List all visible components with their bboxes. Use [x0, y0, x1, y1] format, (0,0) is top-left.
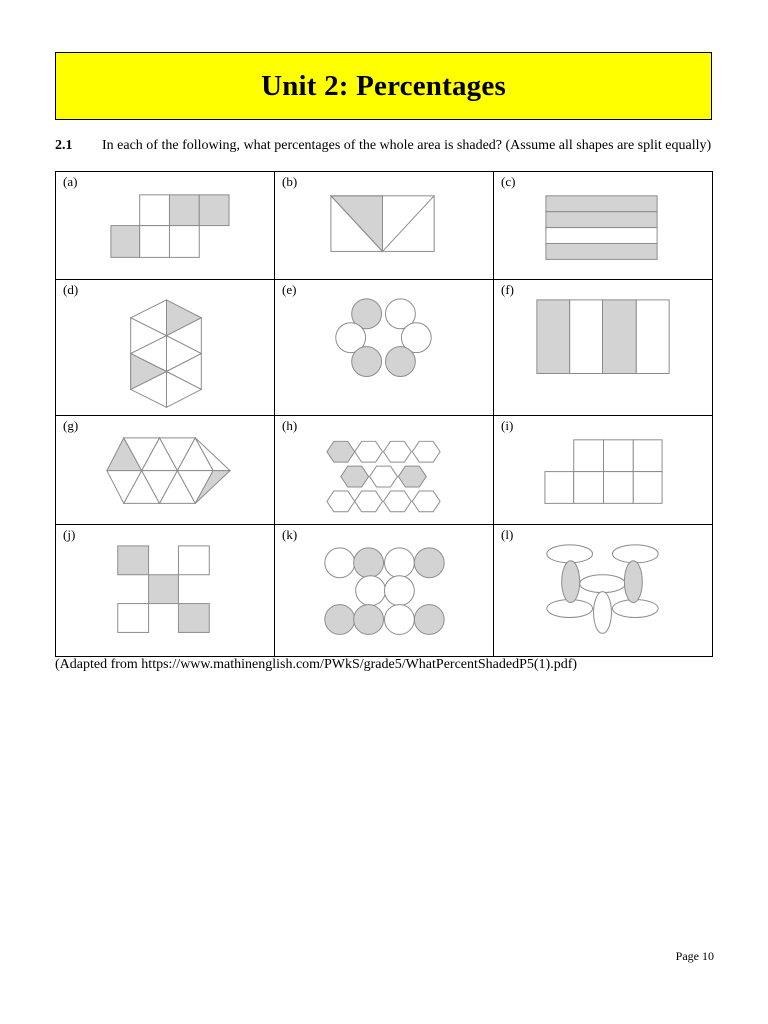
hexagon — [327, 442, 355, 463]
cell-f — [494, 280, 713, 416]
figure-k-circles — [275, 525, 493, 656]
figure-j-squares — [56, 525, 274, 656]
figure-d-triangles — [56, 280, 274, 415]
figure-a-squares — [56, 172, 274, 279]
item-label: (f) — [501, 282, 514, 298]
cell-k — [275, 524, 494, 656]
cell-b — [275, 172, 494, 280]
figure-f-strips — [494, 280, 712, 415]
item-label: (d) — [63, 282, 79, 298]
cell-l — [494, 524, 713, 656]
cell-i — [494, 416, 713, 524]
item-label: (b) — [282, 174, 298, 189]
item-label: (l) — [501, 526, 514, 542]
cell-d — [56, 280, 275, 416]
hexagon — [355, 491, 383, 512]
figure-h-hexagons — [275, 416, 493, 523]
page-title: Unit 2: Percentages — [261, 69, 506, 102]
cell-g — [56, 416, 275, 524]
cell-j — [56, 524, 275, 656]
question-number: 2.1 — [55, 138, 73, 153]
figure-l-ellipses — [494, 525, 712, 656]
cell-c — [494, 172, 713, 280]
cell-a — [56, 172, 275, 280]
figure-c-strips — [494, 172, 712, 279]
figure-g-triangles — [56, 416, 274, 523]
hexagon — [355, 442, 383, 463]
hexagon — [327, 491, 355, 512]
cell-e — [275, 280, 494, 416]
hexagon — [398, 467, 426, 488]
hexagon — [341, 467, 369, 488]
item-label: (a) — [63, 174, 78, 189]
item-label: (k) — [282, 526, 298, 542]
item-label: (h) — [282, 418, 298, 434]
source-note: (Adapted from https://www.mathinenglish.com/PWkS/grade5/WhatPercentShadedP5(1).pdf) — [55, 657, 578, 672]
hexagon — [412, 491, 440, 512]
item-label: (c) — [501, 174, 516, 189]
figure-grid — [55, 171, 713, 657]
cell-h — [275, 416, 494, 524]
item-label: (g) — [63, 418, 79, 434]
item-label: (i) — [501, 418, 514, 434]
question-text: In each of the following, what percentages of the whole area is shaded? (Assume all shapes are split equally) — [102, 138, 712, 153]
figure-i-squares — [494, 416, 712, 523]
page-number: Page 10 — [675, 949, 714, 963]
figure-b-triangles — [275, 172, 493, 279]
hexagon — [384, 491, 412, 512]
hexagon — [412, 442, 440, 463]
hexagon — [370, 467, 398, 488]
hexagon — [384, 442, 412, 463]
item-label: (e) — [282, 282, 297, 298]
figure-e-circles — [275, 280, 493, 415]
title-banner — [55, 52, 712, 120]
item-label: (j) — [63, 526, 76, 542]
